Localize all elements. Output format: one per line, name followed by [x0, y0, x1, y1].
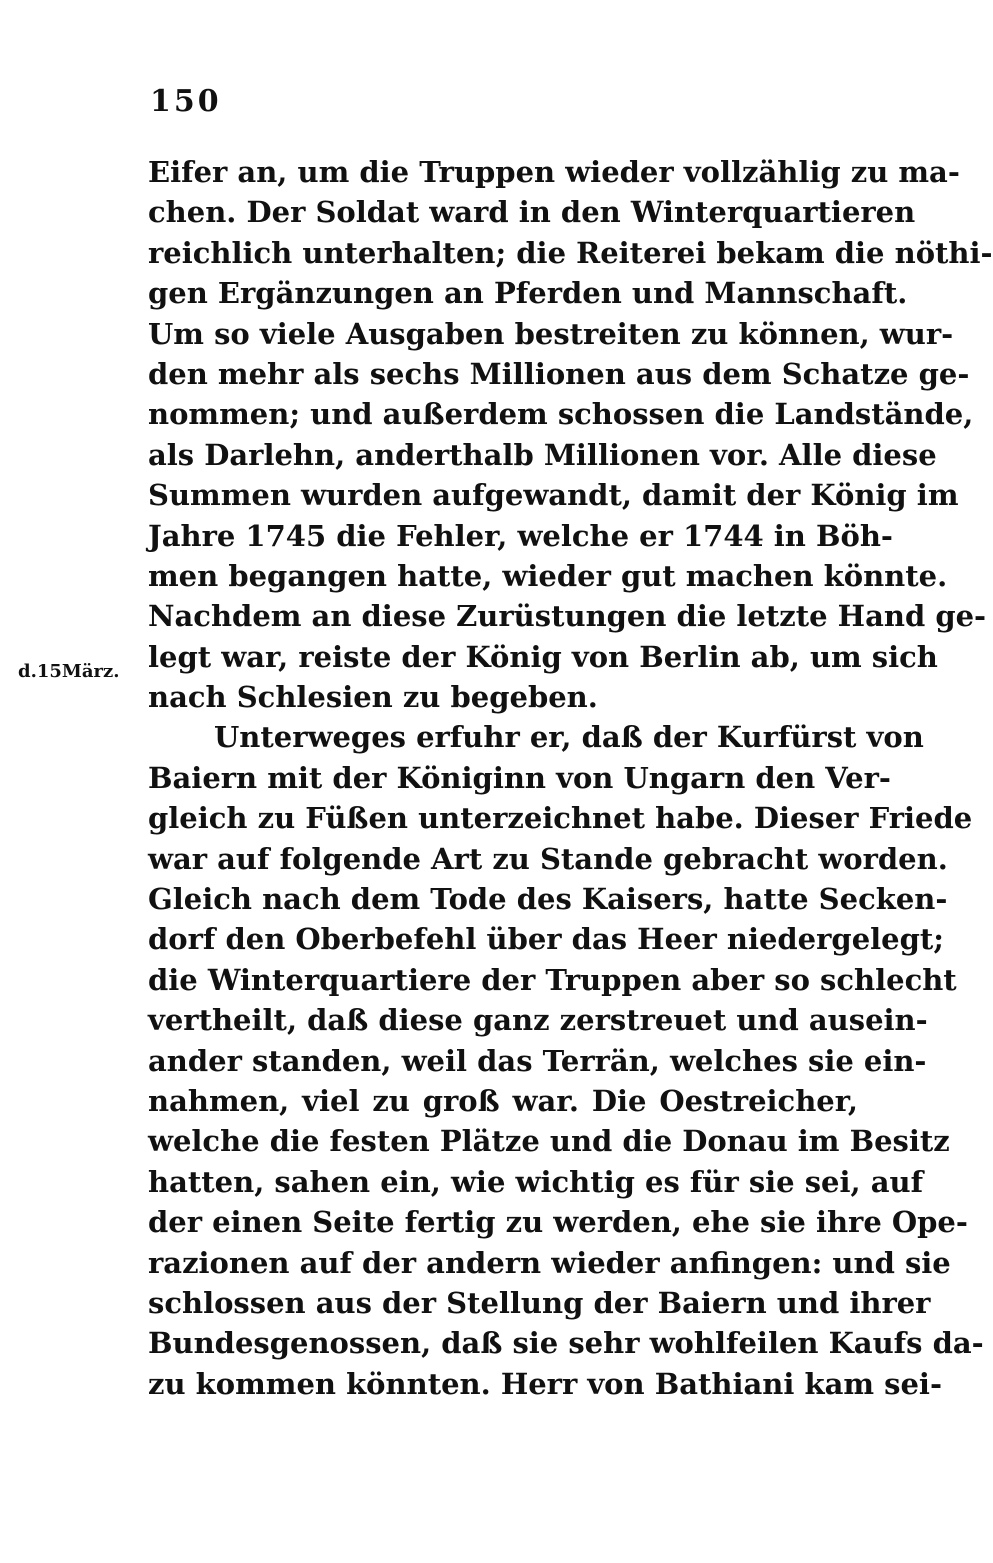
- text-line: zu kommen könnten. Herr von Bathiani kam sei-: [148, 1366, 942, 1401]
- text-line: Eifer an, um die Truppen wieder vollzählig zu ma-: [148, 155, 960, 189]
- text-line: dorf den Oberbefehl über das Heer niedergelegt;: [148, 922, 944, 957]
- text-line: hatten, sahen ein, wie wichtig es für sie sei, auf: [148, 1164, 924, 1199]
- text-line: schlossen aus der Stellung der Baiern und ihrer: [148, 1285, 931, 1320]
- text-line: welche die festen Plätze und die Donau im Besitz: [148, 1124, 950, 1159]
- text-line: Jahre 1745 die Fehler, welche er 1744 in Böh-: [148, 518, 893, 553]
- text-line: men begangen hatte, wieder gut machen könnte.: [148, 558, 948, 593]
- margin-note-date: d.15März.: [18, 661, 120, 682]
- text-line: gen Ergänzungen an Pferden und Mannschaft.: [148, 276, 908, 311]
- text-line: Nachdem an diese Zurüstungen die letzte Hand ge-: [148, 599, 987, 634]
- text-line: der einen Seite fertig zu werden, ehe sie ihre Ope-: [148, 1205, 968, 1240]
- text-line: den mehr als sechs Millionen aus dem Schatze ge-: [148, 356, 970, 391]
- text-line: chen. Der Soldat ward in den Winterquartieren: [148, 195, 916, 230]
- paragraph-2: [148, 717, 984, 1404]
- text-line: nommen; und außerdem schossen die Landstände,: [148, 397, 974, 432]
- text-line: gleich zu Füßen unterzeichnet habe. Dieser Friede: [148, 801, 973, 836]
- body-text: [148, 152, 993, 1404]
- page-number: 150: [150, 84, 222, 119]
- text-line: Baiern mit der Königinn von Ungarn den Ver-: [148, 760, 891, 795]
- text-line: die Winterquartiere der Truppen aber so schlecht: [148, 962, 957, 997]
- text-line: war auf folgende Art zu Stande gebracht worden.: [148, 841, 948, 876]
- text-line: Bundesgenossen, daß sie sehr wohlfeilen Kaufs da-: [148, 1326, 984, 1361]
- text-line: nahmen, viel zu groß war. Die Oestreicher,: [148, 1083, 858, 1118]
- text-line: vertheilt, daß diese ganz zerstreuet und ausein-: [148, 1003, 928, 1038]
- text-line: legt war, reiste der König von Berlin ab, um sich: [148, 639, 938, 674]
- text-line: Um so viele Ausgaben bestreiten zu können, wur-: [148, 316, 954, 351]
- text-line: nach Schlesien zu begeben.: [148, 680, 598, 715]
- text-line: Summen wurden aufgewandt, damit der König im: [148, 478, 959, 513]
- text-line: als Darlehn, anderthalb Millionen vor. Alle diese: [148, 437, 937, 472]
- text-line: Gleich nach dem Tode des Kaisers, hatte Secken-: [148, 882, 948, 917]
- text-line: ander standen, weil das Terrän, welches sie ein-: [148, 1043, 927, 1078]
- text-line: razionen auf der andern wieder anfingen: und sie: [148, 1245, 951, 1280]
- text-line: Unterweges erfuhr er, daß der Kurfürst von: [214, 720, 924, 755]
- text-line: reichlich unterhalten; die Reiterei bekam die nöthi-: [148, 235, 993, 270]
- paragraph-1: [148, 152, 993, 717]
